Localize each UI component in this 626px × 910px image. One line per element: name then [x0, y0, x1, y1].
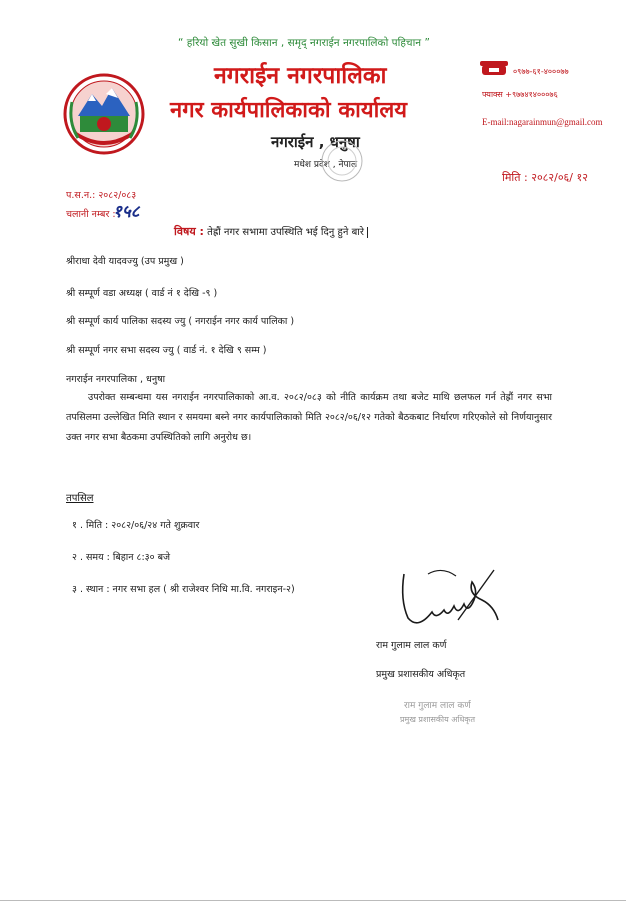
page-edge: [0, 900, 626, 901]
schedule-item: ३ . स्थान : नगर सभा हल ( श्री राजेश्वर निधि मा.वि. नगराइन-२): [72, 584, 295, 595]
signatory-title: प्रमुख प्रशासकीय अधिकृत: [376, 669, 466, 680]
recipient-line: नगराईन नगरपालिका , धनुषा: [66, 374, 166, 385]
body-paragraph: उपरोक्त सम्बन्धमा यस नगराईन नगरपालिकाको आ.व. २०८२/०८३ को नीति कार्यक्रम तथा बजेट माथि छलफल गर्न तेह्रौं नगर सभा तपसिलमा उल्लेखित मिति स्थान र समयमा बस्ने नगर कार्यपालिकाको मिति २०८२/०६/१२ गतेको बैठकबाट निर्धारण गरिएकोले सो निर्णयानुसार उक्त नगर सभा बैठकमा उपस्थितिको लागि अनुरोध छ।: [66, 392, 552, 443]
schedule-item: २ . समय : बिहान ८:३० बजे: [72, 552, 171, 563]
recipient-line: श्री सम्पूर्ण नगर सभा सदस्य ज्यु ( वार्ड नं. १ देखि ९ सम्म ): [66, 345, 267, 356]
recipient-line: श्रीराधा देवी यादवज्यु (उप प्रमुख ): [66, 256, 184, 267]
subject-line: [174, 224, 368, 239]
slogan: “ हरियो खेत सुखी किसान , समृद् नगराईन नगरपालिको पहिचान ”: [178, 37, 430, 49]
fax-number: फ्याक्स +९७७४१४०००७६: [482, 90, 558, 99]
province: मधेश प्रदेश , नेपाल: [294, 160, 358, 170]
recipient-line: श्री सम्पूर्ण वडा अध्यक्ष ( वार्ड नं १ देखि -९ ): [66, 288, 218, 299]
emblem-logo: [62, 72, 146, 158]
dispatch-number: १५८: [113, 202, 140, 222]
phone-number: ०९७७-६१-४०००७७: [513, 67, 569, 76]
name-stamp: राम गुलाम लाल कर्ण: [404, 701, 471, 711]
telephone-icon: [480, 60, 508, 76]
letter-date: मिति : २०८२/०६/ १२: [502, 171, 588, 184]
title-stamp: प्रमुख प्रशासकीय अधिकृत: [400, 715, 476, 724]
location: नगराईन , धनुषा: [271, 133, 360, 151]
office-name: नगर कार्यपालिकाको कार्यालय: [170, 98, 407, 123]
dispatch-label: चलानी नम्बर :: [66, 209, 116, 220]
recipient-line: श्री सम्पूर्ण कार्य पालिका सदस्य ज्यु ( नगराईन नगर कार्य पालिका ): [66, 316, 295, 327]
schedule-item: १ . मिति : २०८२/०६/२४ गते शुक्रवार: [72, 520, 200, 531]
reference-number: प.स.न.: २०८२/०८३: [66, 190, 137, 201]
handwritten-signature: [398, 560, 508, 636]
municipality-name: नगराईन नगरपालिका: [214, 63, 387, 89]
subject-text: तेह्रौं नगर सभामा उपस्थिति भई दिनु हुने बारे: [207, 227, 364, 238]
signatory-name: राम गुलाम लाल कर्ण: [376, 640, 447, 651]
email-address: E-mail:nagarainmun@gmail.com: [482, 117, 603, 127]
office-seal-stamp: [318, 135, 366, 187]
schedule-heading: तपसिल: [66, 493, 94, 504]
subject-label: विषय :: [174, 225, 204, 238]
